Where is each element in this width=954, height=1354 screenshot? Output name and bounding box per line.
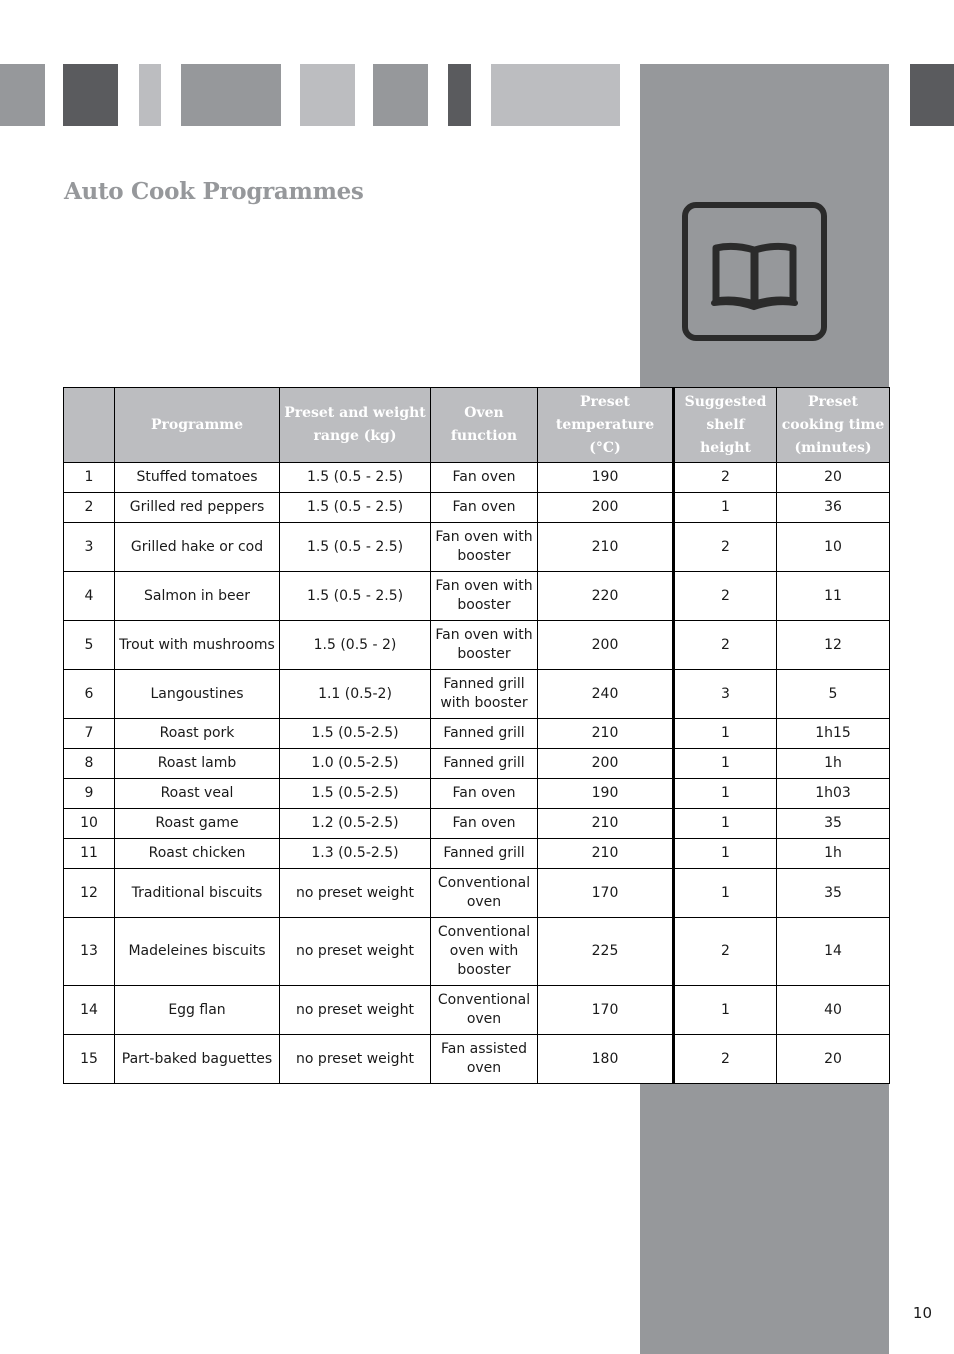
cell-weight: 1.0 (0.5-2.5) [280,749,431,779]
cell-programme: Roast chicken [115,839,280,869]
table-row [64,1035,890,1084]
cell-number: 1 [64,463,115,493]
cell-weight: 1.5 (0.5 - 2.5) [280,493,431,523]
cell-oven-function: Conventional oven [431,986,538,1035]
table-row [64,463,890,493]
table-row [64,621,890,670]
cell-temperature: 240 [538,670,674,719]
table-row [64,719,890,749]
cell-number: 15 [64,1035,115,1084]
cell-shelf-height: 2 [674,523,777,572]
cell-weight: 1.5 (0.5 - 2.5) [280,523,431,572]
cell-cooking-time: 1h [777,839,890,869]
cell-oven-function: Fanned grill [431,719,538,749]
cell-oven-function: Fan oven [431,463,538,493]
cell-programme: Part-baked baguettes [115,1035,280,1084]
cell-cooking-time: 40 [777,986,890,1035]
cell-temperature: 190 [538,463,674,493]
header-block [910,64,954,126]
header-block [448,64,471,126]
cell-temperature: 210 [538,719,674,749]
table-row [64,670,890,719]
cell-number: 14 [64,986,115,1035]
cell-oven-function: Fan oven [431,493,538,523]
cell-weight: 1.5 (0.5 - 2) [280,621,431,670]
cell-programme: Roast lamb [115,749,280,779]
cell-programme: Traditional biscuits [115,869,280,918]
cell-weight: 1.1 (0.5-2) [280,670,431,719]
page-number: 10 [912,1304,932,1322]
cell-temperature: 200 [538,493,674,523]
cell-number: 13 [64,918,115,986]
book-icon [682,202,827,341]
cell-shelf-height: 1 [674,779,777,809]
cell-oven-function: Conventional oven [431,869,538,918]
cell-weight: no preset weight [280,869,431,918]
cell-weight: no preset weight [280,918,431,986]
header-block [491,64,620,126]
cell-programme: Trout with mushrooms [115,621,280,670]
cell-shelf-height: 1 [674,493,777,523]
cell-cooking-time: 1h [777,749,890,779]
table-row [64,809,890,839]
cell-oven-function: Fanned grill [431,839,538,869]
cell-oven-function: Fan oven with booster [431,572,538,621]
cell-cooking-time: 11 [777,572,890,621]
header-oven-function: Oven function [431,388,538,463]
table-row [64,572,890,621]
cell-shelf-height: 1 [674,809,777,839]
cell-number: 3 [64,523,115,572]
cell-weight: 1.5 (0.5-2.5) [280,779,431,809]
header-cooking-time: Preset cooking time (minutes) [777,388,890,463]
table-row [64,869,890,918]
header-shelf-height: Suggested shelf height [674,388,777,463]
cell-shelf-height: 2 [674,463,777,493]
cell-temperature: 200 [538,621,674,670]
table-row [64,523,890,572]
cell-number: 11 [64,839,115,869]
table-row [64,918,890,986]
cell-cooking-time: 20 [777,463,890,493]
cell-weight: no preset weight [280,986,431,1035]
cell-number: 4 [64,572,115,621]
cell-cooking-time: 35 [777,869,890,918]
cell-programme: Roast pork [115,719,280,749]
cell-temperature: 200 [538,749,674,779]
cell-weight: 1.5 (0.5 - 2.5) [280,572,431,621]
cell-number: 2 [64,493,115,523]
cell-cooking-time: 20 [777,1035,890,1084]
cell-cooking-time: 1h03 [777,779,890,809]
cell-temperature: 210 [538,809,674,839]
cell-programme: Langoustines [115,670,280,719]
cell-programme: Roast veal [115,779,280,809]
cell-programme: Salmon in beer [115,572,280,621]
cell-cooking-time: 12 [777,621,890,670]
cell-cooking-time: 35 [777,809,890,839]
header-block [0,64,45,126]
table-header-row [64,388,890,463]
header-number [64,388,115,463]
cell-shelf-height: 1 [674,986,777,1035]
cell-temperature: 225 [538,918,674,986]
cell-weight: 1.2 (0.5-2.5) [280,809,431,839]
cell-weight: 1.3 (0.5-2.5) [280,839,431,869]
table-row [64,986,890,1035]
cell-shelf-height: 3 [674,670,777,719]
cell-programme: Roast game [115,809,280,839]
cell-shelf-height: 1 [674,839,777,869]
table-row [64,749,890,779]
cell-number: 5 [64,621,115,670]
cell-programme: Grilled hake or cod [115,523,280,572]
cell-cooking-time: 10 [777,523,890,572]
cell-shelf-height: 2 [674,621,777,670]
cell-number: 6 [64,670,115,719]
table-row [64,839,890,869]
table-row [64,493,890,523]
cell-temperature: 210 [538,839,674,869]
header-block [373,64,428,126]
cell-programme: Madeleines biscuits [115,918,280,986]
auto-cook-table [63,387,890,1084]
cell-number: 9 [64,779,115,809]
cell-oven-function: Fanned grill [431,749,538,779]
header-block [300,64,355,126]
cell-programme: Grilled red peppers [115,493,280,523]
header-programme: Programme [115,388,280,463]
cell-shelf-height: 2 [674,918,777,986]
cell-weight: no preset weight [280,1035,431,1084]
cell-shelf-height: 1 [674,869,777,918]
table-row [64,779,890,809]
cell-oven-function: Fan oven [431,809,538,839]
cell-oven-function: Fan oven with booster [431,523,538,572]
cell-temperature: 210 [538,523,674,572]
cell-cooking-time: 1h15 [777,719,890,749]
cell-programme: Stuffed tomatoes [115,463,280,493]
cell-temperature: 180 [538,1035,674,1084]
cell-shelf-height: 2 [674,572,777,621]
header-block [181,64,281,126]
cell-weight: 1.5 (0.5-2.5) [280,719,431,749]
cell-temperature: 220 [538,572,674,621]
cell-cooking-time: 5 [777,670,890,719]
header-block [139,64,161,126]
cell-shelf-height: 2 [674,1035,777,1084]
cell-number: 7 [64,719,115,749]
cell-temperature: 190 [538,779,674,809]
header-block [63,64,118,126]
cell-number: 10 [64,809,115,839]
cell-temperature: 170 [538,986,674,1035]
cell-oven-function: Fan oven [431,779,538,809]
page-title: Auto Cook Programmes [64,178,364,205]
cell-number: 12 [64,869,115,918]
cell-shelf-height: 1 [674,719,777,749]
header-weight: Preset and weight range (kg) [280,388,431,463]
header-temperature: Preset temperature (°C) [538,388,674,463]
cell-number: 8 [64,749,115,779]
cell-cooking-time: 14 [777,918,890,986]
cell-weight: 1.5 (0.5 - 2.5) [280,463,431,493]
cell-shelf-height: 1 [674,749,777,779]
cell-oven-function: Conventional oven with booster [431,918,538,986]
cell-temperature: 170 [538,869,674,918]
cell-cooking-time: 36 [777,493,890,523]
cell-oven-function: Fan assisted oven [431,1035,538,1084]
cell-oven-function: Fanned grill with booster [431,670,538,719]
cell-programme: Egg flan [115,986,280,1035]
cell-oven-function: Fan oven with booster [431,621,538,670]
